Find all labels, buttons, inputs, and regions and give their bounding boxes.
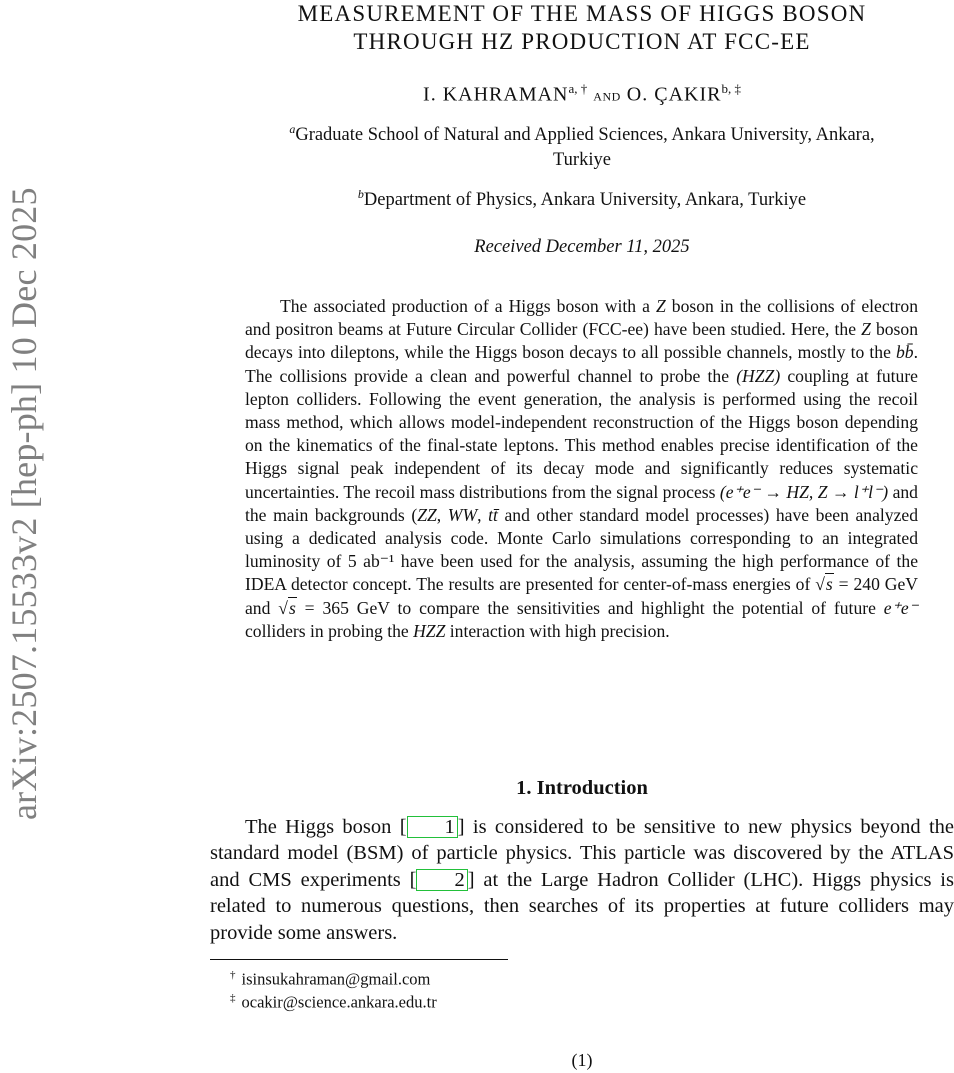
author-1-name: I. KAHRAMAN [423,83,569,106]
abstract-text: and other standard model processes) have been analyzed using a dedicated analysis code. Monte Carlo simulations corresponding to an integrated luminosity of 5 ab⁻¹ have been used for the analysis, assuming the high performance of the IDEA detector concept. The results are presented for center-of-mass energies of [245,504,918,595]
abstract [245,295,918,643]
intro-text: is considered to be sensitive to new physics beyond the standard model (BSM) of particle physics. This particle was discovered by the ATLAS and CMS experiments [210,816,954,891]
footnote-1 [230,965,430,990]
affiliation-a-mark: a [289,122,296,136]
footnote-2 [230,988,437,1013]
paper-title [210,0,954,56]
affiliation-b [210,182,954,213]
intro-text: The Higgs boson [245,816,400,838]
abstract-text: coupling at future lepton colliders. Following the event generation, the analysis is performed using the recoil mass method, which allows model-independent reconstruction of the Higgs boson depending on the kinematics of the final-state leptons. This method enables precise identification of the Higgs signal peak independent of its decay mode and significantly reduces systematic uncertainties. The recoil mass distributions from the signal process [245,365,918,502]
sqrt-symbol: √ [815,574,825,595]
abstract-text: , [436,504,448,525]
abstract-text: . The collisions provide a clean and powerful channel to probe the [245,342,918,386]
affiliation-b-text: Department of Physics, Ankara University, Ankara, Turkiye [363,190,807,211]
intro-text: at the Large Hadron Collider (LHC). Higgs physics is related to numerous questions, then searches of its properties at future colliders may provide some answers. [210,868,954,944]
abstract-math: (HZZ) [736,365,781,386]
author-2-name: O. ÇAKIR [626,83,722,106]
author-conjunction: and [593,85,621,105]
title-line-1: MEASUREMENT OF THE MASS OF HIGGS BOSON [297,1,867,26]
arxiv-identifier-stamp: arXiv:2507.15533v2 [hep-ph] 10 Dec 2025 [4,187,44,820]
abstract-text: , [477,504,489,525]
footnote-2-mark: ‡ [230,992,236,1004]
author-2-marks: b, ‡ [721,81,741,96]
section-heading: 1. Introduction [516,777,648,799]
introduction-paragraph: The Higgs boson [ 1 ] is considered to be sensitive to new physics beyond the standard model (BSM) of particle physics. This particle was discovered by the ATLAS and CMS experiments [ 2 ] at the Large Hadron Collider (LHC). Higgs physics is related to numerous questions, then searches of its properties at future colliders may provide some answers. [210,816,954,944]
abstract-text: = 365 GeV to compare the sensitivities and highlight the potential of future [296,597,884,618]
received-date: Received December 11, 2025 [474,237,690,257]
affiliation-b-mark: b [357,187,364,201]
footnote-1-email: isinsukahraman@gmail.com [241,969,431,989]
abstract-text: The associated production of a Higgs boson with a [280,296,656,316]
abstract-math: bb̄ [896,342,914,363]
title-line-2: THROUGH HZ PRODUCTION AT FCC-EE [353,29,811,54]
abstract-math: tt̄ [488,504,498,525]
abstract-math: ZZ [417,504,437,525]
abstract-math: WW [447,504,478,525]
affiliation-a [210,117,954,173]
page-number: (1) [571,1050,593,1070]
sqrt-symbol: √ [278,597,288,618]
affiliation-a-line-1: Graduate School of Natural and Applied Sciences, Ankara University, Ankara, [295,125,875,146]
author-list [210,76,954,109]
abstract-math: Z [655,296,666,316]
abstract-math: HZZ [413,620,446,641]
footnote-1-mark: † [230,969,236,981]
sqrt-radicand: s [825,574,833,595]
abstract-math: e⁺e⁻ [883,597,918,618]
abstract-text: colliders in probing the [245,620,414,641]
sqrt-s-expression [278,597,297,618]
abstract-text: and the main backgrounds ( [245,481,918,525]
abstract-text: interaction with high precision. [445,620,670,641]
sqrt-s-expression [815,573,834,594]
abstract-math: (e⁺e⁻ → HZ, Z → l⁺l⁻) [719,481,889,502]
sqrt-radicand: s [288,597,296,618]
abstract-math: Z [861,319,871,340]
abstract-text: boson in the collisions of electron and positron beams at Future Circular Collider (FCC-ee) have been studied. Here, the [245,296,918,340]
author-1-marks: a, † [568,81,588,96]
affiliation-a-line-2: Turkiye [553,150,611,171]
citation-link[interactable]: 2 [416,869,467,891]
footnote-rule [210,959,508,960]
abstract-text: = 240 GeV and [245,574,918,618]
citation-link[interactable]: 1 [407,816,458,838]
abstract-text: boson decays into dileptons, while the Higgs boson decays to all possible channels, mostly to the [245,319,918,363]
footnote-2-email: ocakir@science.ankara.edu.tr [241,992,437,1012]
